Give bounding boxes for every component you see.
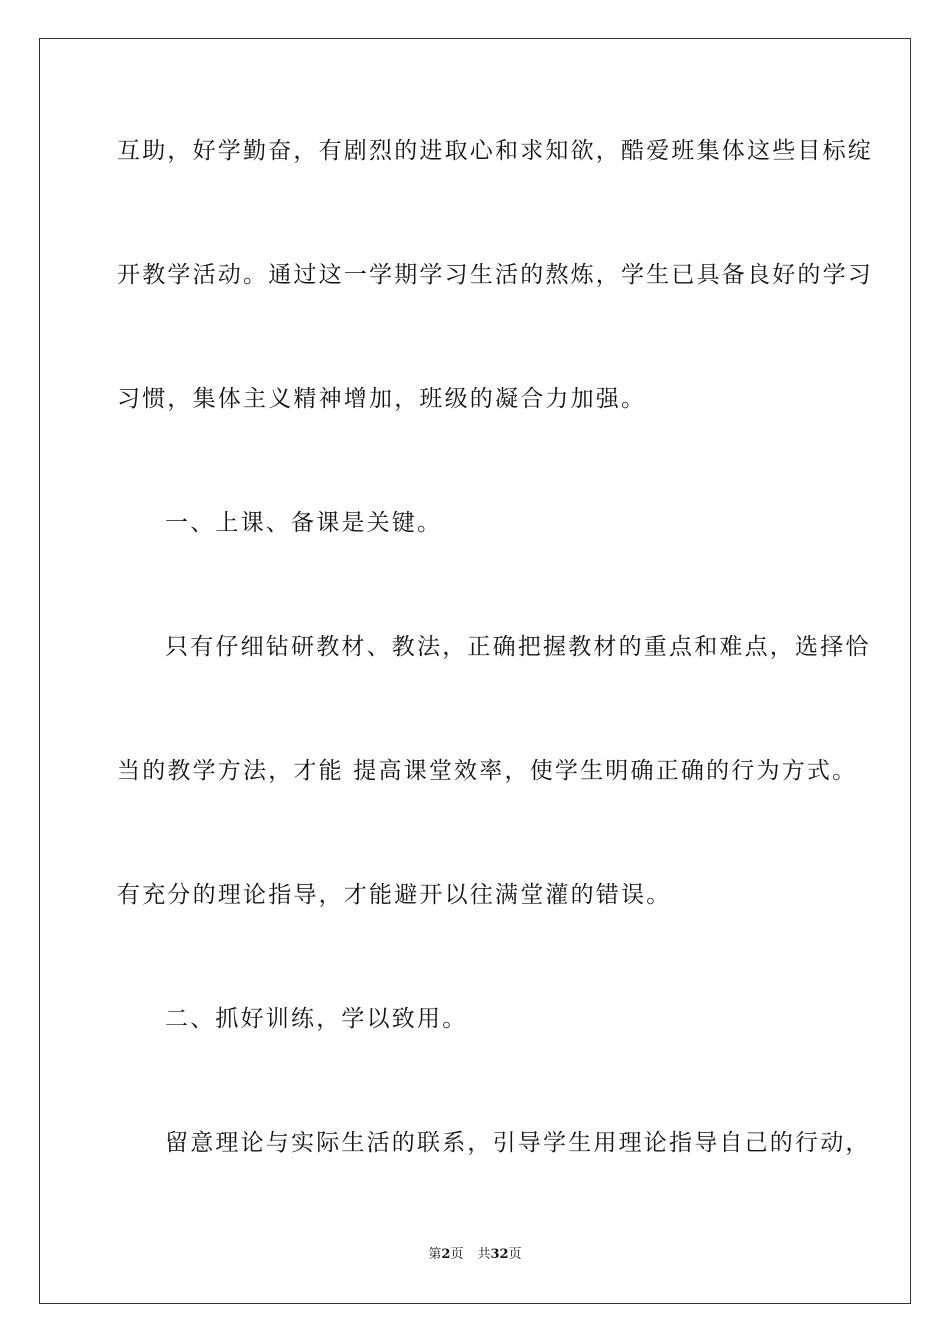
page-footer [0, 1246, 950, 1264]
body-line-3: 习惯，集体主义精神增加，班级的凝合力加强。 [117, 386, 647, 412]
section-heading-1: 一、上课、备课是关键。 [165, 510, 443, 536]
body-line-1: 互助，好学勤奋，有剧烈的进取心和求知欲，酷爱班集体这些目标绽 [117, 138, 873, 164]
total-suffix: 页 [508, 1247, 522, 1262]
page-prefix: 第 [428, 1247, 442, 1262]
total-prefix: 共 [477, 1247, 491, 1262]
page-border [39, 38, 911, 1304]
body-line-6: 当的教学方法，才能 提高课堂效率，使学生明确正确的行为方式。 [117, 758, 858, 784]
section-heading-2: 二、抓好训练，学以致用。 [165, 1006, 468, 1032]
body-line-5: 只有仔细钻研教材、教法，正确把握教材的重点和难点，选择恰 [165, 634, 871, 660]
body-line-9: 留意理论与实际生活的联系，引导学生用理论指导自己的行动， [165, 1130, 871, 1156]
body-line-7: 有充分的理论指导，才能避开以往满堂灌的错误。 [117, 882, 672, 908]
page-number: 2 [441, 1247, 451, 1262]
total-pages: 32 [490, 1247, 509, 1262]
page-suffix: 页 [450, 1247, 464, 1262]
body-line-2: 开教学活动。通过这一学期学习生活的熬炼，学生已具备良好的学习 [117, 262, 873, 288]
